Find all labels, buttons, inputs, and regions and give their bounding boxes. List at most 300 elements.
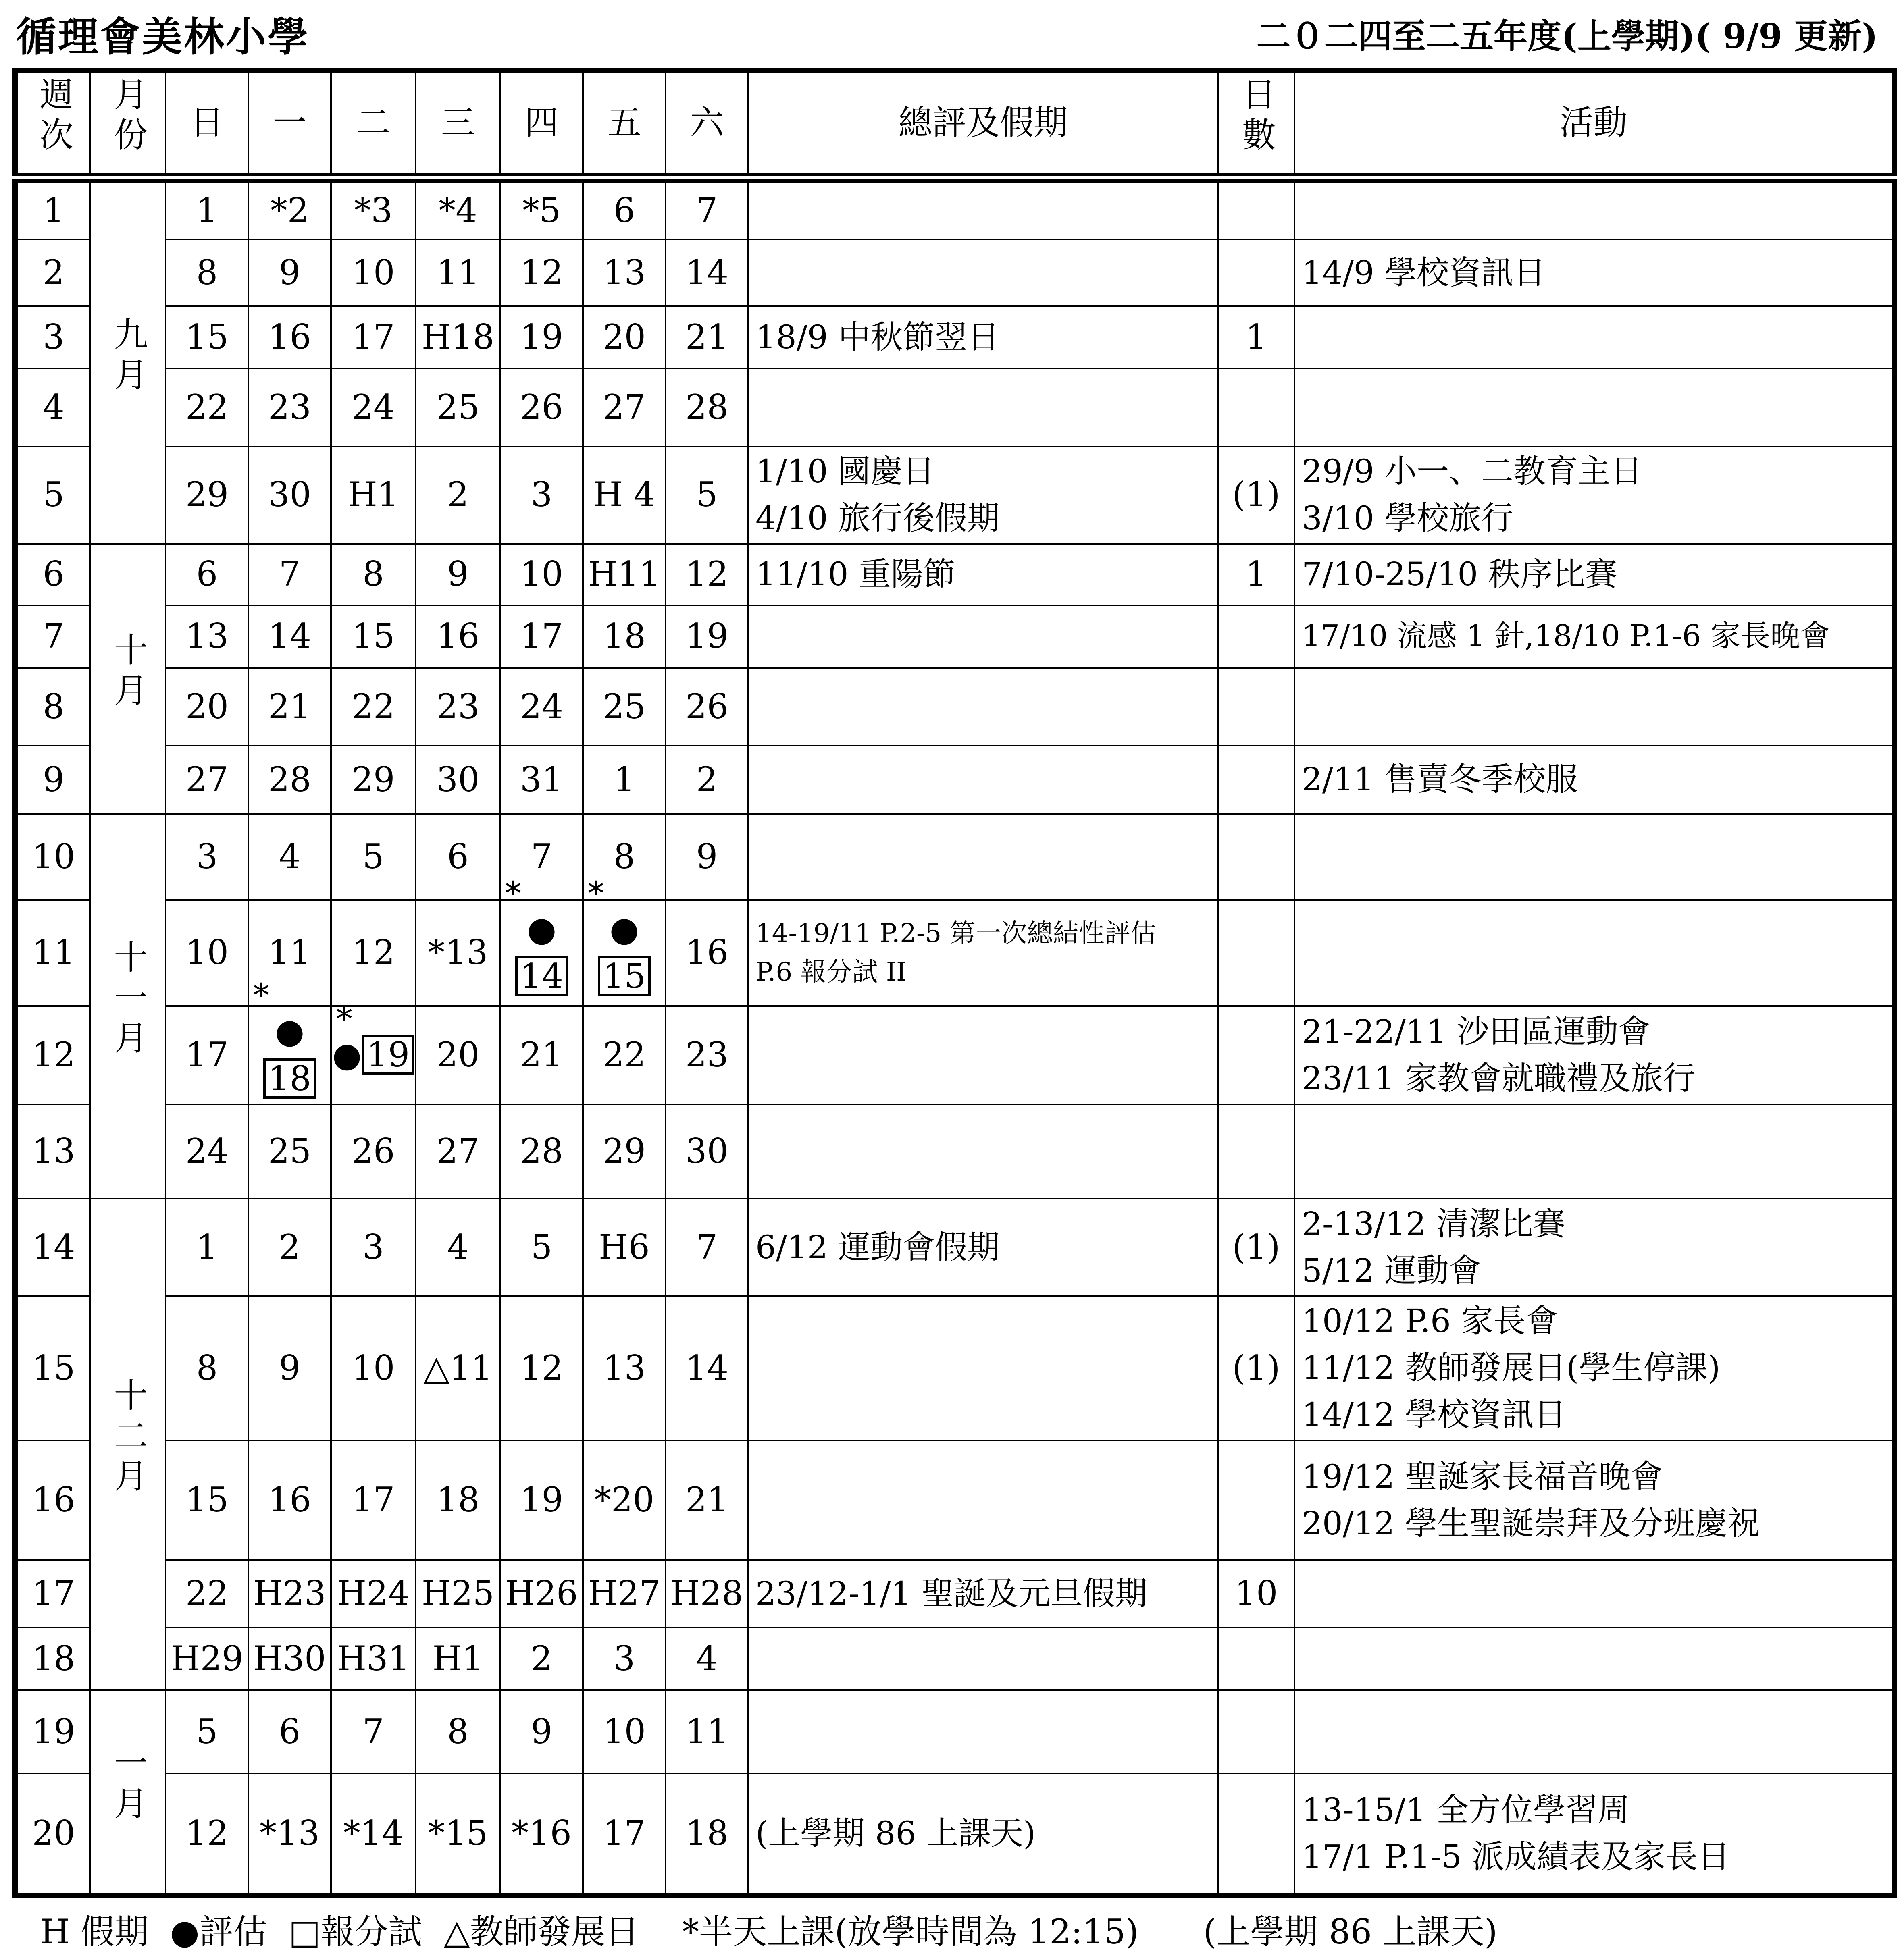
- day-cell: 22: [331, 668, 416, 746]
- day-cell: 26: [666, 668, 748, 746]
- assessment-bullet: ●: [609, 909, 639, 949]
- activities-cell: [1294, 544, 1894, 605]
- day-cell: *3: [331, 178, 416, 239]
- assessment-cell: [748, 368, 1218, 447]
- week-row: [15, 1104, 1894, 1199]
- day-count: [1218, 1690, 1294, 1773]
- day-cell: 14: [248, 605, 331, 668]
- day-cell: H26: [500, 1560, 583, 1627]
- day-cell: H27: [583, 1560, 666, 1627]
- activity-line: 29/9 小一、二教育主日: [1302, 453, 1643, 491]
- day-cell: 17: [166, 1006, 248, 1104]
- assessment-cell: [748, 1199, 1218, 1296]
- col-month: 月份: [90, 71, 166, 178]
- assessment-cell: [748, 178, 1218, 239]
- day-cell: 5: [166, 1690, 248, 1773]
- day-cell: 17: [331, 306, 416, 368]
- day-cell: 22: [583, 1006, 666, 1104]
- day-cell: H11: [583, 544, 666, 605]
- day-cell: 1: [166, 1199, 248, 1296]
- activities-cell: [1294, 1690, 1894, 1773]
- week-number: 15: [15, 1296, 90, 1440]
- day-cell: 3: [166, 814, 248, 900]
- day-cell: 8: [331, 544, 416, 605]
- day-cell: 8: [416, 1690, 500, 1773]
- assessment-bullet: ●: [275, 1011, 305, 1051]
- col-assessment: 總評及假期: [748, 71, 1218, 178]
- week-number: 20: [15, 1773, 90, 1896]
- day-cell: [583, 874, 666, 1006]
- activity-line: 17/1 P.1-5 派成績表及家長日: [1302, 1837, 1730, 1875]
- day-cell: 23: [666, 1006, 748, 1104]
- week-number: 8: [15, 668, 90, 746]
- day-cell: 8: [166, 239, 248, 306]
- col-mon: 一: [248, 71, 331, 178]
- assessment-cell: [748, 239, 1218, 306]
- week-number: 1: [15, 178, 90, 239]
- day-cell: 21: [666, 306, 748, 368]
- activities-cell: [1294, 1296, 1894, 1440]
- day-cell: 16: [248, 306, 331, 368]
- day-cell: 31: [500, 746, 583, 813]
- activity-line: 20/12 學生聖誕崇拜及分班慶祝: [1302, 1504, 1760, 1542]
- week-row: [15, 1006, 1894, 1104]
- day-cell: 7: [666, 1199, 748, 1296]
- week-row: [15, 306, 1894, 368]
- day-cell: 2: [416, 447, 500, 544]
- assessment-cell: [748, 544, 1218, 605]
- day-cell: [331, 1000, 416, 1104]
- day-cell: 15: [331, 605, 416, 668]
- day-cell: *15: [416, 1773, 500, 1896]
- assessment-cell: [748, 814, 1218, 900]
- activity-line: 10/12 P.6 家長會: [1302, 1302, 1558, 1340]
- day-cell: 14: [666, 239, 748, 306]
- day-cell: 29: [583, 1104, 666, 1199]
- day-cell: 3: [583, 1627, 666, 1690]
- day-cell: 4: [248, 814, 331, 900]
- assessment-line: 14-19/11 P.2-5 第一次總結性評估: [755, 919, 1156, 949]
- day-cell: 8: [166, 1296, 248, 1440]
- day-cell: [500, 874, 583, 1006]
- day-cell: 22: [166, 1560, 248, 1627]
- day-cell: 11: [416, 239, 500, 306]
- week-number: 10: [15, 814, 90, 900]
- assessment-cell: [748, 1296, 1218, 1440]
- activity-line: 2-13/12 清潔比賽: [1302, 1205, 1565, 1243]
- day-cell: 5: [500, 1199, 583, 1296]
- day-cell: 4: [666, 1627, 748, 1690]
- day-cell: 10: [331, 239, 416, 306]
- day-cell: H23: [248, 1560, 331, 1627]
- day-cell: *13: [248, 1773, 331, 1896]
- activity-line: 19/12 聖誕家長福音晚會: [1302, 1457, 1663, 1495]
- week-number: 16: [15, 1440, 90, 1560]
- assessment-cell: [748, 1773, 1218, 1896]
- activity-line: 14/9 學校資訊日: [1302, 254, 1546, 291]
- activity-line: 5/12 運動會: [1302, 1251, 1482, 1289]
- day-cell: H28: [666, 1560, 748, 1627]
- day-cell: 18: [416, 1440, 500, 1560]
- activity-line: 7/10-25/10 秩序比賽: [1302, 555, 1617, 593]
- month-label: 九月: [90, 178, 166, 544]
- day-cell: 21: [666, 1440, 748, 1560]
- day-cell: 4: [416, 1199, 500, 1296]
- day-cell: 9: [416, 544, 500, 605]
- col-activities: 活動: [1294, 71, 1894, 178]
- day-cell: 3: [500, 447, 583, 544]
- day-cell: H31: [331, 1627, 416, 1690]
- legend: H 假期 ●評估 □報分試 △教師發展日 *半天上課(放學時間為 12:15) (上學期 86 上課天): [40, 1912, 1498, 1952]
- exam-box: 15: [598, 956, 651, 996]
- week-number: 4: [15, 368, 90, 447]
- activities-cell: [1294, 1006, 1894, 1104]
- day-cell: 7: [248, 544, 331, 605]
- week-number: 12: [15, 1006, 90, 1104]
- day-cell: 30: [416, 746, 500, 813]
- day-count: [1218, 605, 1294, 668]
- day-count: [1218, 368, 1294, 447]
- activities-cell: [1294, 1440, 1894, 1560]
- assessment-day: [501, 874, 582, 1000]
- day-cell: 13: [583, 239, 666, 306]
- assessment-bullet: ●: [332, 1035, 362, 1075]
- assessment-day: [249, 977, 330, 1102]
- day-cell: 25: [583, 668, 666, 746]
- day-cell: 23: [248, 368, 331, 447]
- day-cell: H25: [416, 1560, 500, 1627]
- school-name: 循理會美林小學: [16, 13, 310, 60]
- day-cell: 20: [416, 1006, 500, 1104]
- day-cell: 16: [416, 605, 500, 668]
- week-number: 7: [15, 605, 90, 668]
- activities-cell: [1294, 1199, 1894, 1296]
- assessment-cell: [748, 1627, 1218, 1690]
- day-cell: 28: [500, 1104, 583, 1199]
- day-count: [1218, 239, 1294, 306]
- day-count: [1218, 178, 1294, 239]
- week-number: 18: [15, 1627, 90, 1690]
- day-cell: 1: [583, 746, 666, 813]
- day-cell: 11: [248, 900, 331, 1006]
- half-day-mark: *: [588, 874, 604, 912]
- day-cell: 2: [666, 746, 748, 813]
- month-label: 十一月: [90, 814, 166, 1199]
- assessment-day: [584, 874, 665, 1000]
- activity-line: 21-22/11 沙田區運動會: [1302, 1012, 1650, 1050]
- week-number: 13: [15, 1104, 90, 1199]
- assessment-cell: [748, 1560, 1218, 1627]
- day-cell: 12: [666, 544, 748, 605]
- day-cell: *5: [500, 178, 583, 239]
- week-row: [15, 900, 1894, 1006]
- col-week: 週次: [15, 71, 90, 178]
- half-day-mark: *: [505, 874, 521, 912]
- day-cell: 13: [166, 605, 248, 668]
- assessment-line: (上學期 86 上課天): [755, 1814, 1036, 1852]
- day-cell: 9: [248, 239, 331, 306]
- day-cell: 28: [666, 368, 748, 447]
- activities-cell: [1294, 1773, 1894, 1896]
- assessment-cell: [748, 746, 1218, 813]
- day-cell: 20: [583, 306, 666, 368]
- half-day-mark: *: [253, 977, 269, 1014]
- assessment-cell: [748, 605, 1218, 668]
- week-number: 3: [15, 306, 90, 368]
- activities-cell: [1294, 239, 1894, 306]
- col-fri: 五: [583, 71, 666, 178]
- assessment-cell: [748, 900, 1218, 1006]
- day-cell: 24: [166, 1104, 248, 1199]
- week-row: [15, 1440, 1894, 1560]
- assessment-cell: [748, 1006, 1218, 1104]
- day-count: [1218, 1006, 1294, 1104]
- header-row: [15, 71, 1894, 178]
- day-cell: 27: [583, 368, 666, 447]
- school-calendar-table: [12, 68, 1897, 1898]
- week-row: [15, 605, 1894, 668]
- week-row: [15, 814, 1894, 900]
- day-cell: 27: [166, 746, 248, 813]
- day-count: [1218, 1104, 1294, 1199]
- activities-cell: [1294, 306, 1894, 368]
- day-cell: H1: [331, 447, 416, 544]
- day-cell: 25: [248, 1104, 331, 1199]
- day-cell: 19: [500, 306, 583, 368]
- day-cell: *20: [583, 1440, 666, 1560]
- week-number: 11: [15, 900, 90, 1006]
- day-count: (1): [1218, 1199, 1294, 1296]
- assessment-cell: [748, 306, 1218, 368]
- col-tue: 二: [331, 71, 416, 178]
- day-count: [1218, 900, 1294, 1006]
- day-cell: H18: [416, 306, 500, 368]
- week-row: [15, 668, 1894, 746]
- activity-line: 23/11 家教會就職禮及旅行: [1302, 1059, 1695, 1097]
- day-cell: 21: [248, 668, 331, 746]
- day-cell: 19: [500, 1440, 583, 1560]
- activities-cell: [1294, 668, 1894, 746]
- day-cell: 14: [666, 1296, 748, 1440]
- day-cell: H29: [166, 1627, 248, 1690]
- day-cell: △11: [416, 1296, 500, 1440]
- day-cell: 20: [166, 668, 248, 746]
- day-cell: 15: [166, 306, 248, 368]
- activity-line: 2/11 售賣冬季校服: [1302, 761, 1578, 798]
- col-thu: 四: [500, 71, 583, 178]
- week-number: 2: [15, 239, 90, 306]
- assessment-cell: [748, 668, 1218, 746]
- day-cell: 6: [583, 178, 666, 239]
- day-cell: *13: [416, 900, 500, 1006]
- day-cell: 16: [666, 900, 748, 1006]
- day-cell: 29: [166, 447, 248, 544]
- day-count: [1218, 1773, 1294, 1896]
- day-cell: 2: [500, 1627, 583, 1690]
- activities-cell: [1294, 814, 1894, 900]
- day-cell: 23: [416, 668, 500, 746]
- activities-cell: [1294, 1104, 1894, 1199]
- day-cell: H24: [331, 1560, 416, 1627]
- day-count: (1): [1218, 447, 1294, 544]
- day-cell: 27: [416, 1104, 500, 1199]
- activities-cell: [1294, 447, 1894, 544]
- day-count: [1218, 668, 1294, 746]
- day-count: [1218, 746, 1294, 813]
- day-cell: 9: [666, 814, 748, 900]
- day-cell: *16: [500, 1773, 583, 1896]
- day-count: [1218, 1627, 1294, 1690]
- day-count: (1): [1218, 1296, 1294, 1440]
- week-row: [15, 1627, 1894, 1690]
- day-cell: 21: [500, 1006, 583, 1104]
- activities-cell: [1294, 178, 1894, 239]
- day-cell: H6: [583, 1199, 666, 1296]
- day-cell: H 4: [583, 447, 666, 544]
- assessment-cell: [748, 1690, 1218, 1773]
- week-row: [15, 1199, 1894, 1296]
- day-cell: 22: [166, 368, 248, 447]
- activity-line: 11/12 教師發展日(學生停課): [1302, 1349, 1721, 1387]
- day-cell: 13: [583, 1296, 666, 1440]
- day-count: [1218, 1440, 1294, 1560]
- week-number: 5: [15, 447, 90, 544]
- day-cell: 7: [500, 814, 583, 900]
- month-label: 十二月: [90, 1199, 166, 1690]
- activities-cell: [1294, 746, 1894, 813]
- assessment-day: [332, 1000, 414, 1079]
- day-cell: 26: [500, 368, 583, 447]
- day-cell: H1: [416, 1627, 500, 1690]
- assessment-line: 4/10 旅行後假期: [755, 499, 1000, 537]
- day-count: 1: [1218, 306, 1294, 368]
- day-cell: 2: [248, 1199, 331, 1296]
- day-cell: 12: [166, 1773, 248, 1896]
- month-label: 一月: [90, 1690, 166, 1896]
- activity-line: 3/10 學校旅行: [1302, 499, 1514, 537]
- col-day-count: 日數: [1218, 71, 1294, 178]
- week-number: 14: [15, 1199, 90, 1296]
- year-title: 二０二四至二五年度(上學期)( 9/9 更新): [1256, 16, 1878, 56]
- day-cell: 25: [416, 368, 500, 447]
- week-row: [15, 1296, 1894, 1440]
- day-cell: 9: [248, 1296, 331, 1440]
- day-cell: 30: [248, 447, 331, 544]
- day-cell: H30: [248, 1627, 331, 1690]
- activity-line: 14/12 學校資訊日: [1302, 1396, 1566, 1434]
- day-cell: 6: [248, 1690, 331, 1773]
- month-label: 十月: [90, 544, 166, 814]
- day-cell: 6: [416, 814, 500, 900]
- day-cell: *2: [248, 178, 331, 239]
- week-row: [15, 447, 1894, 544]
- week-row: [15, 544, 1894, 605]
- day-cell: 30: [666, 1104, 748, 1199]
- week-number: 9: [15, 746, 90, 813]
- assessment-line: P.6 報分試 II: [755, 957, 907, 987]
- day-cell: 24: [331, 368, 416, 447]
- activities-cell: [1294, 368, 1894, 447]
- col-sun: 日: [166, 71, 248, 178]
- day-cell: 18: [666, 1773, 748, 1896]
- day-cell: 6: [166, 544, 248, 605]
- half-day-mark: *: [336, 1000, 352, 1038]
- assessment-line: 6/12 運動會假期: [755, 1228, 1000, 1266]
- week-row: [15, 368, 1894, 447]
- day-cell: 12: [500, 1296, 583, 1440]
- day-cell: 17: [583, 1773, 666, 1896]
- activities-cell: [1294, 900, 1894, 1006]
- day-cell: 7: [666, 178, 748, 239]
- week-number: 6: [15, 544, 90, 605]
- assessment-line: 18/9 中秋節翌日: [755, 318, 1000, 356]
- day-count: [1218, 814, 1294, 900]
- day-cell: 10: [583, 1690, 666, 1773]
- week-row: [15, 1773, 1894, 1896]
- week-row: [15, 239, 1894, 306]
- week-row: [15, 746, 1894, 813]
- activities-cell: [1294, 1560, 1894, 1627]
- day-cell: 10: [500, 544, 583, 605]
- exam-box: 14: [515, 956, 568, 996]
- assessment-line: 1/10 國慶日: [755, 453, 935, 491]
- week-number: 17: [15, 1560, 90, 1627]
- day-cell: 8: [583, 814, 666, 900]
- day-cell: 10: [166, 900, 248, 1006]
- day-cell: 10: [331, 1296, 416, 1440]
- day-cell: 12: [331, 900, 416, 1006]
- day-cell: 9: [500, 1690, 583, 1773]
- activities-cell: [1294, 1627, 1894, 1690]
- exam-box: 19: [362, 1035, 414, 1075]
- day-cell: 7: [331, 1690, 416, 1773]
- exam-box: 18: [263, 1058, 316, 1099]
- day-cell: 29: [331, 746, 416, 813]
- day-count: 10: [1218, 1560, 1294, 1627]
- day-cell: [248, 977, 331, 1104]
- assessment-bullet: ●: [526, 909, 557, 949]
- day-cell: 15: [166, 1440, 248, 1560]
- day-cell: 28: [248, 746, 331, 813]
- week-row: [15, 178, 1894, 239]
- day-cell: 17: [331, 1440, 416, 1560]
- col-sat: 六: [666, 71, 748, 178]
- day-cell: 5: [331, 814, 416, 900]
- day-cell: 11: [666, 1690, 748, 1773]
- day-cell: 3: [331, 1199, 416, 1296]
- day-cell: 19: [666, 605, 748, 668]
- day-cell: 5: [666, 447, 748, 544]
- activities-cell: [1294, 605, 1894, 668]
- col-wed: 三: [416, 71, 500, 178]
- activity-line: 13-15/1 全方位學習周: [1302, 1791, 1630, 1829]
- day-cell: 17: [500, 605, 583, 668]
- day-cell: *4: [416, 178, 500, 239]
- day-count: 1: [1218, 544, 1294, 605]
- day-cell: 12: [500, 239, 583, 306]
- assessment-cell: [748, 1104, 1218, 1199]
- assessment-cell: [748, 1440, 1218, 1560]
- day-cell: 24: [500, 668, 583, 746]
- assessment-line: 11/10 重陽節: [755, 555, 955, 593]
- day-cell: *14: [331, 1773, 416, 1896]
- day-cell: 16: [248, 1440, 331, 1560]
- week-number: 19: [15, 1690, 90, 1773]
- week-row: [15, 1690, 1894, 1773]
- activity-line: 17/10 流感 1 針,18/10 P.1-6 家長晚會: [1302, 619, 1830, 654]
- assessment-line: 23/12-1/1 聖誕及元旦假期: [755, 1574, 1147, 1612]
- week-row: [15, 1560, 1894, 1627]
